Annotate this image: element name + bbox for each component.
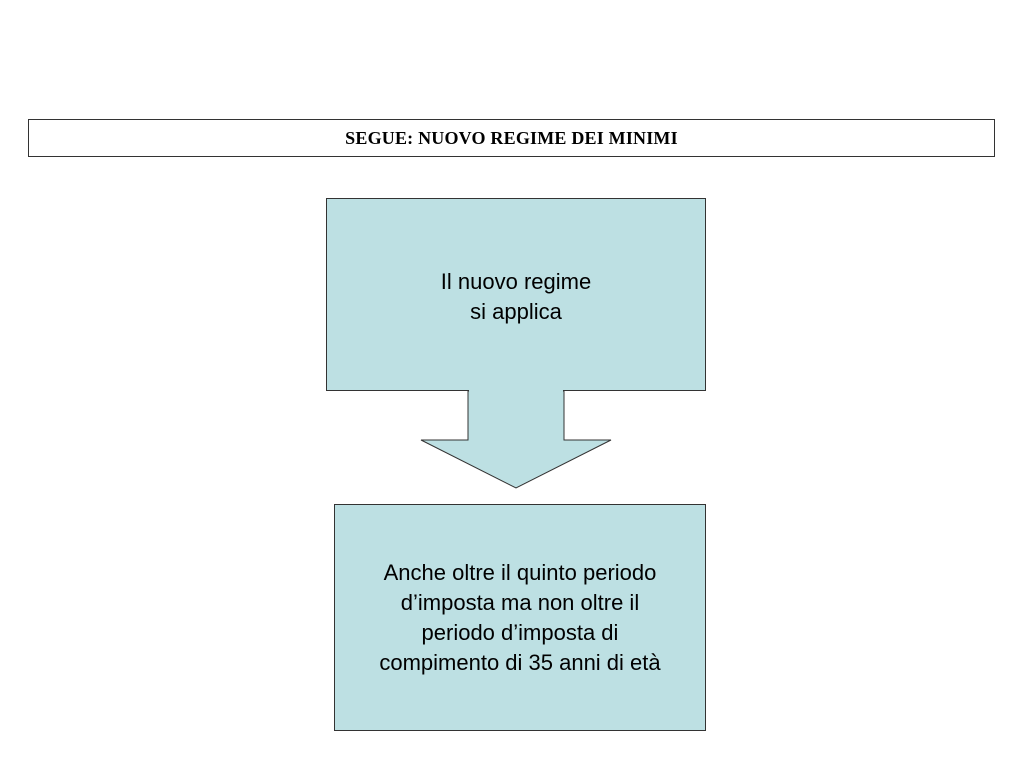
bottom-box bbox=[334, 504, 706, 731]
top-box bbox=[326, 198, 706, 391]
slide-title-bar bbox=[28, 119, 995, 157]
down-arrow-icon bbox=[418, 390, 614, 490]
top-box-text: Il nuovo regime si applica bbox=[440, 269, 592, 324]
slide-title: SEGUE: NUOVO REGIME DEI MINIMI bbox=[345, 127, 678, 148]
bottom-box-text: Anche oltre il quinto periodo d’imposta ma non oltre il periodo d’imposta di compimento di 35 anni di età bbox=[379, 559, 661, 675]
down-arrow-shape bbox=[421, 391, 611, 488]
